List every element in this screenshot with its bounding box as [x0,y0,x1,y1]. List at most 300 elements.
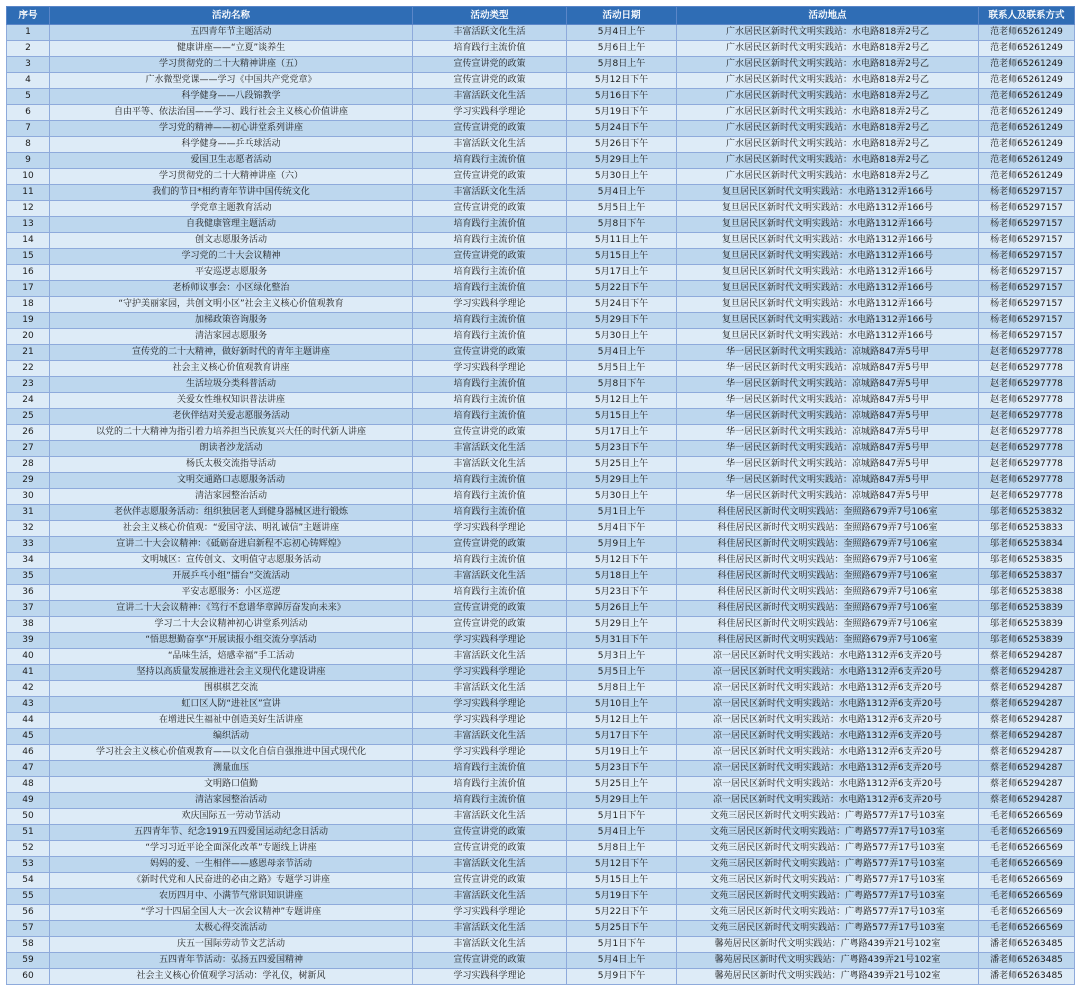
cell-activity-location: 文苑三居民区新时代文明实践站：广粤路577弄17号103室 [677,889,979,905]
cell-contact: 赵老师65297778 [979,345,1075,361]
cell-activity-type: 培育践行主流价值 [413,489,567,505]
cell-activity-name: 学习贯彻党的二十大精神讲座（五） [50,57,413,73]
table-row [7,777,1075,793]
cell-contact: 赵老师65297778 [979,473,1075,489]
cell-activity-location: 馨苑居民区新时代文明实践站：广粤路439弄21号102室 [677,969,979,985]
cell-activity-date: 5月4日上午 [567,185,677,201]
cell-activity-name: 老伙伴结对关爱志愿服务活动 [50,409,413,425]
cell-activity-type: 丰富活跃文化生活 [413,25,567,41]
table-row [7,921,1075,937]
cell-activity-type: 丰富活跃文化生活 [413,889,567,905]
cell-activity-date: 5月8日上午 [567,841,677,857]
cell-contact: 邬老师65253838 [979,585,1075,601]
cell-activity-name: 在增进民生福祉中创造美好生活讲座 [50,713,413,729]
cell-activity-type: 丰富活跃文化生活 [413,857,567,873]
table-row [7,761,1075,777]
cell-contact: 毛老师65266569 [979,889,1075,905]
cell-contact: 邬老师65253834 [979,537,1075,553]
cell-activity-location: 华一居民区新时代文明实践站：凉城路847弄5号甲 [677,473,979,489]
cell-activity-name: 创文志愿服务活动 [50,233,413,249]
cell-activity-name: 爱国卫生志愿者活动 [50,153,413,169]
cell-activity-date: 5月29日上午 [567,153,677,169]
cell-activity-type: 培育践行主流价值 [413,393,567,409]
table-row [7,73,1075,89]
cell-index: 17 [7,281,50,297]
cell-activity-type: 宣传宣讲党的政策 [413,73,567,89]
cell-contact: 范老师65261249 [979,121,1075,137]
cell-activity-type: 培育践行主流价值 [413,153,567,169]
cell-activity-type: 宣传宣讲党的政策 [413,249,567,265]
cell-activity-name: 健康讲座——“立夏”谈养生 [50,41,413,57]
cell-activity-name: 虹口区人防“进社区”宣讲 [50,697,413,713]
cell-activity-name: 老伙伴志愿服务活动：组织独居老人到健身器械区进行锻炼 [50,505,413,521]
cell-activity-location: 科佳居民区新时代文明实践站：奎照路679弄7号106室 [677,553,979,569]
cell-activity-type: 学习实践科学理论 [413,905,567,921]
cell-activity-name: 围棋棋艺交流 [50,681,413,697]
cell-activity-date: 5月23日下午 [567,585,677,601]
cell-index: 13 [7,217,50,233]
table-row [7,953,1075,969]
cell-activity-type: 宣传宣讲党的政策 [413,345,567,361]
cell-activity-name: 编织活动 [50,729,413,745]
cell-contact: 范老师65261249 [979,73,1075,89]
cell-activity-name: 自由平等、依法治国——学习、践行社会主义核心价值讲座 [50,105,413,121]
cell-activity-type: 宣传宣讲党的政策 [413,841,567,857]
cell-index: 42 [7,681,50,697]
cell-activity-location: 华一居民区新时代文明实践站：凉城路847弄5号甲 [677,441,979,457]
cell-activity-location: 复旦居民区新时代文明实践站：水电路1312弄166号 [677,281,979,297]
cell-activity-name: 坚持以高质量发展推进社会主义现代化建设讲座 [50,665,413,681]
cell-activity-location: 科佳居民区新时代文明实践站：奎照路679弄7号106室 [677,569,979,585]
cell-activity-date: 5月26日下午 [567,137,677,153]
cell-activity-name: 清洁家园整治活动 [50,793,413,809]
cell-activity-type: 宣传宣讲党的政策 [413,201,567,217]
cell-activity-type: 学习实践科学理论 [413,105,567,121]
activity-table [6,6,1075,985]
cell-activity-name: 文明交通路口志愿服务活动 [50,473,413,489]
cell-index: 10 [7,169,50,185]
cell-index: 48 [7,777,50,793]
cell-activity-type: 宣传宣讲党的政策 [413,617,567,633]
cell-activity-location: 凉一居民区新时代文明实践站：水电路1312弄6支弄20号 [677,713,979,729]
cell-activity-name: 开展乒乓小组“擂台”交流活动 [50,569,413,585]
cell-contact: 范老师65261249 [979,41,1075,57]
header-activity-name: 活动名称 [50,7,413,25]
cell-index: 52 [7,841,50,857]
cell-activity-location: 馨苑居民区新时代文明实践站：广粤路439弄21号102室 [677,937,979,953]
cell-contact: 杨老师65297157 [979,185,1075,201]
cell-activity-date: 5月25日下午 [567,921,677,937]
table-row [7,585,1075,601]
cell-contact: 邬老师65253839 [979,601,1075,617]
cell-activity-date: 5月30日上午 [567,329,677,345]
cell-activity-type: 宣传宣讲党的政策 [413,425,567,441]
table-row [7,217,1075,233]
cell-activity-name: 社会主义核心价值观学习活动：学礼仪，树新风 [50,969,413,985]
table-row [7,745,1075,761]
cell-activity-name: 文明城区：宣传创文、文明值守志愿服务活动 [50,553,413,569]
cell-contact: 范老师65261249 [979,89,1075,105]
cell-index: 35 [7,569,50,585]
cell-index: 40 [7,649,50,665]
cell-index: 50 [7,809,50,825]
cell-index: 58 [7,937,50,953]
cell-activity-name: 文明路口值勤 [50,777,413,793]
cell-index: 7 [7,121,50,137]
cell-index: 60 [7,969,50,985]
cell-index: 11 [7,185,50,201]
cell-index: 31 [7,505,50,521]
cell-activity-type: 丰富活跃文化生活 [413,457,567,473]
cell-activity-type: 学习实践科学理论 [413,361,567,377]
cell-contact: 毛老师65266569 [979,921,1075,937]
header-contact: 联系人及联系方式 [979,7,1075,25]
cell-activity-date: 5月1日下午 [567,937,677,953]
cell-index: 14 [7,233,50,249]
cell-index: 23 [7,377,50,393]
cell-contact: 毛老师65266569 [979,873,1075,889]
cell-activity-date: 5月19日下午 [567,889,677,905]
cell-activity-date: 5月23日下午 [567,761,677,777]
cell-activity-date: 5月4日上午 [567,825,677,841]
cell-activity-location: 复旦居民区新时代文明实践站：水电路1312弄166号 [677,265,979,281]
cell-activity-location: 科佳居民区新时代文明实践站：奎照路679弄7号106室 [677,521,979,537]
cell-activity-date: 5月8日上午 [567,681,677,697]
cell-activity-type: 丰富活跃文化生活 [413,441,567,457]
cell-activity-type: 丰富活跃文化生活 [413,921,567,937]
cell-contact: 邬老师65253837 [979,569,1075,585]
cell-activity-type: 培育践行主流价值 [413,761,567,777]
cell-activity-type: 丰富活跃文化生活 [413,649,567,665]
table-row [7,505,1075,521]
cell-activity-location: 复旦居民区新时代文明实践站：水电路1312弄166号 [677,329,979,345]
cell-activity-location: 复旦居民区新时代文明实践站：水电路1312弄166号 [677,233,979,249]
header-activity-date: 活动日期 [567,7,677,25]
cell-activity-date: 5月12日下午 [567,857,677,873]
cell-contact: 赵老师65297778 [979,409,1075,425]
cell-contact: 范老师65261249 [979,153,1075,169]
cell-contact: 潘老师65263485 [979,953,1075,969]
cell-activity-date: 5月5日上午 [567,201,677,217]
cell-contact: 邬老师65253839 [979,617,1075,633]
cell-activity-name: 科学健身——乒乓球活动 [50,137,413,153]
table-row [7,521,1075,537]
cell-activity-name: 宣讲二十大会议精神：《笃行不怠谱华章踔厉奋发向未来》 [50,601,413,617]
cell-activity-location: 凉一居民区新时代文明实践站：水电路1312弄6支弄20号 [677,793,979,809]
table-row [7,201,1075,217]
cell-activity-name: 朗读者沙龙活动 [50,441,413,457]
table-row [7,489,1075,505]
table-row [7,105,1075,121]
cell-activity-type: 学习实践科学理论 [413,521,567,537]
cell-contact: 赵老师65297778 [979,361,1075,377]
cell-index: 9 [7,153,50,169]
cell-activity-date: 5月30日上午 [567,489,677,505]
cell-index: 59 [7,953,50,969]
cell-activity-location: 复旦居民区新时代文明实践站：水电路1312弄166号 [677,185,979,201]
cell-contact: 蔡老师65294287 [979,697,1075,713]
cell-index: 43 [7,697,50,713]
cell-activity-name: 清洁家园志愿服务 [50,329,413,345]
cell-activity-date: 5月29日下午 [567,313,677,329]
cell-activity-date: 5月29日上午 [567,793,677,809]
table-row [7,313,1075,329]
cell-activity-name: 庆五一国际劳动节文艺活动 [50,937,413,953]
cell-contact: 邬老师65253833 [979,521,1075,537]
cell-activity-date: 5月11日上午 [567,233,677,249]
cell-activity-type: 宣传宣讲党的政策 [413,953,567,969]
table-row [7,393,1075,409]
cell-activity-type: 宣传宣讲党的政策 [413,537,567,553]
cell-activity-type: 丰富活跃文化生活 [413,185,567,201]
cell-activity-date: 5月4日上午 [567,25,677,41]
cell-contact: 蔡老师65294287 [979,729,1075,745]
cell-index: 36 [7,585,50,601]
cell-activity-name: 我们的节日*相约青年节讲中国传统文化 [50,185,413,201]
cell-activity-date: 5月17日上午 [567,425,677,441]
cell-activity-name: 社会主义核心价值观教育讲座 [50,361,413,377]
cell-activity-date: 5月5日上午 [567,665,677,681]
cell-activity-name: 妈妈的爱、一生相伴——感恩母亲节活动 [50,857,413,873]
cell-index: 45 [7,729,50,745]
cell-index: 3 [7,57,50,73]
cell-index: 18 [7,297,50,313]
table-body [7,25,1075,985]
cell-activity-location: 科佳居民区新时代文明实践站：奎照路679弄7号106室 [677,505,979,521]
table-row [7,345,1075,361]
cell-activity-location: 凉一居民区新时代文明实践站：水电路1312弄6支弄20号 [677,761,979,777]
cell-contact: 杨老师65297157 [979,265,1075,281]
cell-index: 25 [7,409,50,425]
table-row [7,185,1075,201]
cell-activity-name: 社会主义核心价值观：“爱国守法、明礼诚信”主题讲座 [50,521,413,537]
cell-activity-location: 文苑三居民区新时代文明实践站：广粤路577弄17号103室 [677,841,979,857]
cell-activity-location: 科佳居民区新时代文明实践站：奎照路679弄7号106室 [677,617,979,633]
activity-schedule [6,6,1074,985]
cell-activity-name: 学习社会主义核心价值观教育——以文化自信自强推进中国式现代化 [50,745,413,761]
cell-activity-date: 5月17日下午 [567,729,677,745]
cell-activity-type: 丰富活跃文化生活 [413,729,567,745]
cell-contact: 蔡老师65294287 [979,793,1075,809]
cell-contact: 毛老师65266569 [979,825,1075,841]
cell-index: 29 [7,473,50,489]
cell-contact: 杨老师65297157 [979,233,1075,249]
cell-contact: 赵老师65297778 [979,377,1075,393]
cell-contact: 杨老师65297157 [979,297,1075,313]
cell-index: 12 [7,201,50,217]
table-row [7,441,1075,457]
cell-activity-type: 丰富活跃文化生活 [413,89,567,105]
cell-activity-location: 广水居民区新时代文明实践站：水电路818弄2号乙 [677,57,979,73]
cell-activity-type: 宣传宣讲党的政策 [413,825,567,841]
cell-activity-date: 5月4日上午 [567,345,677,361]
cell-activity-date: 5月29日上午 [567,617,677,633]
cell-activity-location: 复旦居民区新时代文明实践站：水电路1312弄166号 [677,217,979,233]
cell-activity-name: 学党章主题教育活动 [50,201,413,217]
cell-contact: 毛老师65266569 [979,905,1075,921]
table-row [7,697,1075,713]
cell-activity-date: 5月12日上午 [567,393,677,409]
cell-index: 30 [7,489,50,505]
cell-activity-name: 关爱女性维权知识普法讲座 [50,393,413,409]
cell-activity-location: 华一居民区新时代文明实践站：凉城路847弄5号甲 [677,425,979,441]
table-row [7,169,1075,185]
cell-activity-type: 培育践行主流价值 [413,553,567,569]
cell-activity-name: 农历四月中、小满节气常识知识讲座 [50,889,413,905]
cell-contact: 杨老师65297157 [979,281,1075,297]
cell-index: 33 [7,537,50,553]
cell-activity-date: 5月4日上午 [567,953,677,969]
cell-activity-location: 文苑三居民区新时代文明实践站：广粤路577弄17号103室 [677,825,979,841]
table-row [7,249,1075,265]
cell-activity-name: 学习党的二十大会议精神 [50,249,413,265]
cell-activity-location: 凉一居民区新时代文明实践站：水电路1312弄6支弄20号 [677,729,979,745]
table-row [7,297,1075,313]
cell-activity-name: 学习党的精神——初心讲堂系列讲座 [50,121,413,137]
cell-activity-date: 5月19日上午 [567,745,677,761]
table-row [7,841,1075,857]
cell-activity-location: 凉一居民区新时代文明实践站：水电路1312弄6支弄20号 [677,681,979,697]
cell-activity-date: 5月24日下午 [567,121,677,137]
table-row [7,281,1075,297]
cell-contact: 潘老师65263485 [979,969,1075,985]
cell-activity-date: 5月18日上午 [567,569,677,585]
table-row [7,457,1075,473]
cell-contact: 蔡老师65294287 [979,649,1075,665]
cell-contact: 杨老师65297157 [979,313,1075,329]
cell-activity-location: 广水居民区新时代文明实践站：水电路818弄2号乙 [677,41,979,57]
cell-activity-date: 5月1日上午 [567,505,677,521]
table-row [7,41,1075,57]
cell-activity-location: 复旦居民区新时代文明实践站：水电路1312弄166号 [677,313,979,329]
cell-contact: 杨老师65297157 [979,249,1075,265]
cell-contact: 蔡老师65294287 [979,761,1075,777]
cell-activity-type: 培育践行主流价值 [413,313,567,329]
cell-index: 20 [7,329,50,345]
table-row [7,137,1075,153]
cell-index: 53 [7,857,50,873]
cell-activity-name: 生活垃圾分类科普活动 [50,377,413,393]
cell-activity-location: 文苑三居民区新时代文明实践站：广粤路577弄17号103室 [677,905,979,921]
cell-activity-date: 5月30日上午 [567,169,677,185]
table-row [7,649,1075,665]
cell-contact: 蔡老师65294287 [979,713,1075,729]
cell-activity-type: 培育践行主流价值 [413,505,567,521]
cell-activity-location: 凉一居民区新时代文明实践站：水电路1312弄6支弄20号 [677,745,979,761]
table-row [7,57,1075,73]
cell-activity-name: 测量血压 [50,761,413,777]
cell-activity-location: 馨苑居民区新时代文明实践站：广粤路439弄21号102室 [677,953,979,969]
table-row [7,665,1075,681]
table-row [7,809,1075,825]
cell-contact: 杨老师65297157 [979,329,1075,345]
cell-activity-date: 5月5日上午 [567,361,677,377]
cell-activity-location: 广水居民区新时代文明实践站：水电路818弄2号乙 [677,89,979,105]
cell-contact: 赵老师65297778 [979,393,1075,409]
cell-activity-location: 广水居民区新时代文明实践站：水电路818弄2号乙 [677,73,979,89]
cell-activity-type: 宣传宣讲党的政策 [413,873,567,889]
cell-index: 28 [7,457,50,473]
cell-index: 19 [7,313,50,329]
cell-activity-type: 培育践行主流价值 [413,377,567,393]
cell-contact: 毛老师65266569 [979,809,1075,825]
cell-activity-date: 5月8日下午 [567,377,677,393]
cell-activity-date: 5月8日下午 [567,217,677,233]
cell-index: 24 [7,393,50,409]
cell-activity-name: 清洁家园整治活动 [50,489,413,505]
cell-contact: 范老师65261249 [979,105,1075,121]
cell-activity-location: 凉一居民区新时代文明实践站：水电路1312弄6支弄20号 [677,697,979,713]
header-activity-location: 活动地点 [677,7,979,25]
cell-activity-type: 丰富活跃文化生活 [413,681,567,697]
cell-activity-date: 5月26日上午 [567,601,677,617]
cell-activity-type: 培育践行主流价值 [413,409,567,425]
cell-activity-name: 加梯政策咨询服务 [50,313,413,329]
cell-contact: 毛老师65266569 [979,841,1075,857]
cell-activity-date: 5月15日上午 [567,249,677,265]
cell-activity-date: 5月8日上午 [567,57,677,73]
cell-activity-location: 广水居民区新时代文明实践站：水电路818弄2号乙 [677,105,979,121]
cell-activity-name: 平安巡逻志愿服务 [50,265,413,281]
cell-activity-name: 宣讲二十大会议精神：《砥砺奋进启新程不忘初心铸辉煌》 [50,537,413,553]
cell-contact: 杨老师65297157 [979,201,1075,217]
cell-activity-location: 华一居民区新时代文明实践站：凉城路847弄5号甲 [677,409,979,425]
cell-activity-name: 《新时代党和人民奋进的必由之路》专题学习讲座 [50,873,413,889]
cell-activity-date: 5月10日上午 [567,697,677,713]
cell-activity-type: 培育践行主流价值 [413,41,567,57]
cell-activity-name: 广水微型党课——学习《中国共产党党章》 [50,73,413,89]
cell-activity-location: 文苑三居民区新时代文明实践站：广粤路577弄17号103室 [677,873,979,889]
table-row [7,553,1075,569]
cell-activity-type: 学习实践科学理论 [413,633,567,649]
cell-index: 56 [7,905,50,921]
cell-index: 54 [7,873,50,889]
cell-activity-name: 平安志愿服务：小区巡逻 [50,585,413,601]
cell-activity-location: 华一居民区新时代文明实践站：凉城路847弄5号甲 [677,345,979,361]
cell-index: 32 [7,521,50,537]
cell-index: 8 [7,137,50,153]
cell-activity-date: 5月1日下午 [567,809,677,825]
cell-index: 51 [7,825,50,841]
cell-activity-name: 宣传党的二十大精神，做好新时代的青年主题讲座 [50,345,413,361]
cell-activity-type: 学习实践科学理论 [413,697,567,713]
cell-activity-date: 5月31日下午 [567,633,677,649]
cell-contact: 范老师65261249 [979,57,1075,73]
cell-activity-type: 培育践行主流价值 [413,777,567,793]
table-row [7,377,1075,393]
cell-contact: 范老师65261249 [979,169,1075,185]
cell-activity-type: 宣传宣讲党的政策 [413,601,567,617]
table-row [7,569,1075,585]
cell-activity-type: 宣传宣讲党的政策 [413,121,567,137]
table-row [7,905,1075,921]
cell-contact: 杨老师65297157 [979,217,1075,233]
cell-index: 55 [7,889,50,905]
cell-activity-name: 太极心得交流活动 [50,921,413,937]
cell-activity-location: 文苑三居民区新时代文明实践站：广粤路577弄17号103室 [677,809,979,825]
cell-activity-type: 丰富活跃文化生活 [413,569,567,585]
table-row [7,969,1075,985]
cell-activity-type: 培育践行主流价值 [413,473,567,489]
header-activity-type: 活动类型 [413,7,567,25]
cell-index: 5 [7,89,50,105]
cell-activity-date: 5月12日下午 [567,553,677,569]
cell-activity-name: “学习习近平论全面深化改革”专题线上讲座 [50,841,413,857]
cell-index: 6 [7,105,50,121]
table-row [7,681,1075,697]
cell-contact: 邬老师65253839 [979,633,1075,649]
cell-activity-date: 5月12日上午 [567,713,677,729]
